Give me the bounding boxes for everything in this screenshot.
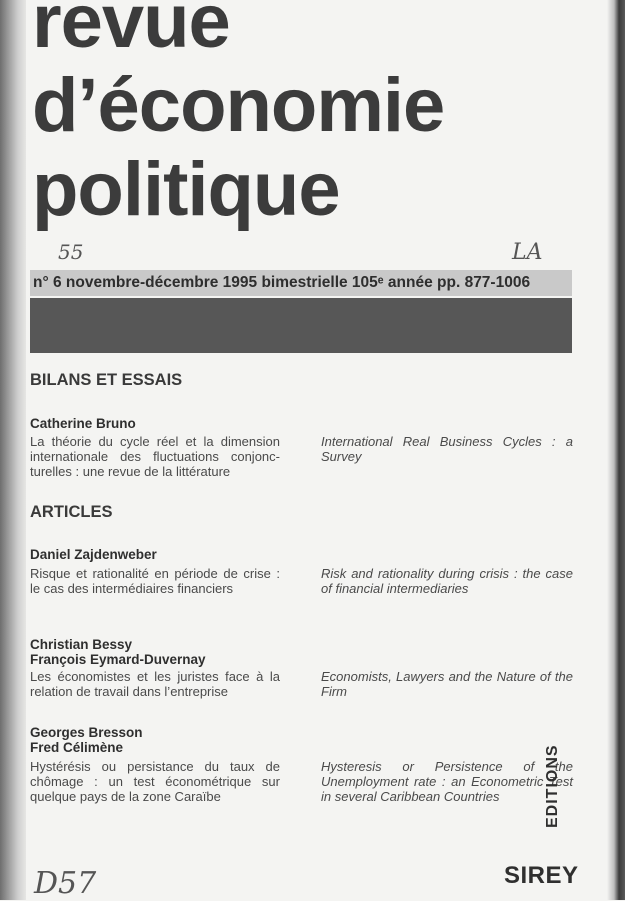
binding-edge	[0, 0, 26, 900]
journal-title-line1: revue	[32, 0, 230, 64]
dark-band	[30, 298, 572, 353]
article-title-fr: Risque et rationalité en période de crise : le cas des intermédiaires financiers	[30, 566, 280, 596]
issue-line: n° 6 novembre-décembre 1995 bimestrielle 105ᵉ année pp. 877-1006	[33, 274, 531, 291]
page-right-edge	[607, 0, 625, 900]
article-title-fr: Les économistes et les juristes face à la relation de travail dans l’entreprise	[30, 669, 280, 699]
section-heading-bilans: BILANS ET ESSAIS	[30, 371, 183, 389]
article-title-fr: Hystérésis ou persistance du taux de chômage : un test économétrique sur quelque pays de la zone Caraïbe	[30, 759, 280, 804]
author-name: Catherine Bruno	[30, 416, 136, 431]
author-names: Georges Bresson Fred Célimène	[30, 725, 143, 755]
article-title-en: International Real Business Cycles : a Survey	[321, 434, 573, 464]
article-title-en: Risk and rationality during crisis : the case of financial intermediaries	[321, 566, 573, 596]
handwritten-note-right: LA	[512, 240, 543, 265]
handwritten-note-left: 55	[58, 240, 84, 264]
article-title-en: Economists, Lawyers and the Nature of the Firm	[321, 669, 573, 699]
publisher-editions-vertical: EDITIONS	[544, 744, 561, 828]
journal-title-line3: politique	[32, 147, 340, 232]
publisher-name: SIREY	[504, 862, 579, 889]
article-title-en: Hysteresis or Persistence of the Unemployment rate : an Econometric Test in several Caribbean Countries	[321, 759, 573, 804]
author-name: Daniel Zajdenweber	[30, 547, 157, 562]
section-heading-articles: ARTICLES	[30, 503, 113, 521]
journal-title-line2: d’économie	[32, 63, 445, 148]
handwritten-note-bottom: D57	[34, 866, 97, 901]
issue-band	[30, 270, 572, 296]
article-title-fr: La théorie du cycle réel et la dimension internationale des fluctuations conjonc-turelles : une revue de la littérature	[30, 434, 280, 479]
author-names: Christian Bessy François Eymard-Duvernay	[30, 637, 206, 667]
